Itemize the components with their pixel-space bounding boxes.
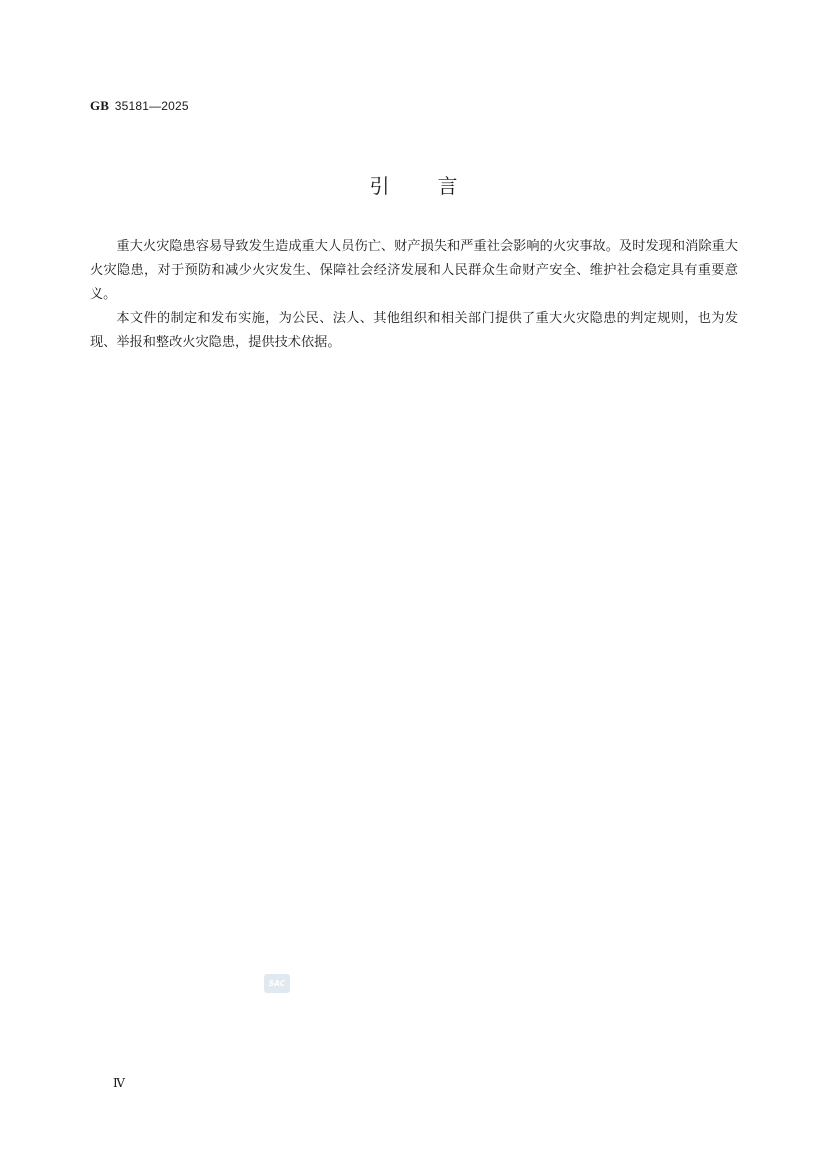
introduction-body (90, 235, 738, 355)
paragraph-2: 本文件的制定和发布实施，为公民、法人、其他组织和相关部门提供了重大火灾隐患的判定规则，也为发现、举报和整改火灾隐患，提供技术依据。 (90, 311, 738, 350)
standard-code: 35181—2025 (114, 99, 189, 113)
standard-prefix: GB (90, 98, 110, 113)
section-title (0, 170, 827, 199)
sac-watermark-logo: SAC (264, 974, 290, 993)
page-number: Ⅳ (113, 1076, 125, 1090)
paragraph-1: 重大火灾隐患容易导致发生造成重大人员伤亡、财产损失和严重社会影响的火灾事故。及时发现和消除重大火灾隐患，对于预防和减少火灾发生、保障社会经济发展和人民群众生命财产安全、维护社会稳定具有重要意义。 (90, 239, 738, 302)
section-title-char-1: 引 (369, 174, 390, 198)
section-title-char-2: 言 (437, 174, 458, 198)
standard-number-header (90, 98, 189, 114)
